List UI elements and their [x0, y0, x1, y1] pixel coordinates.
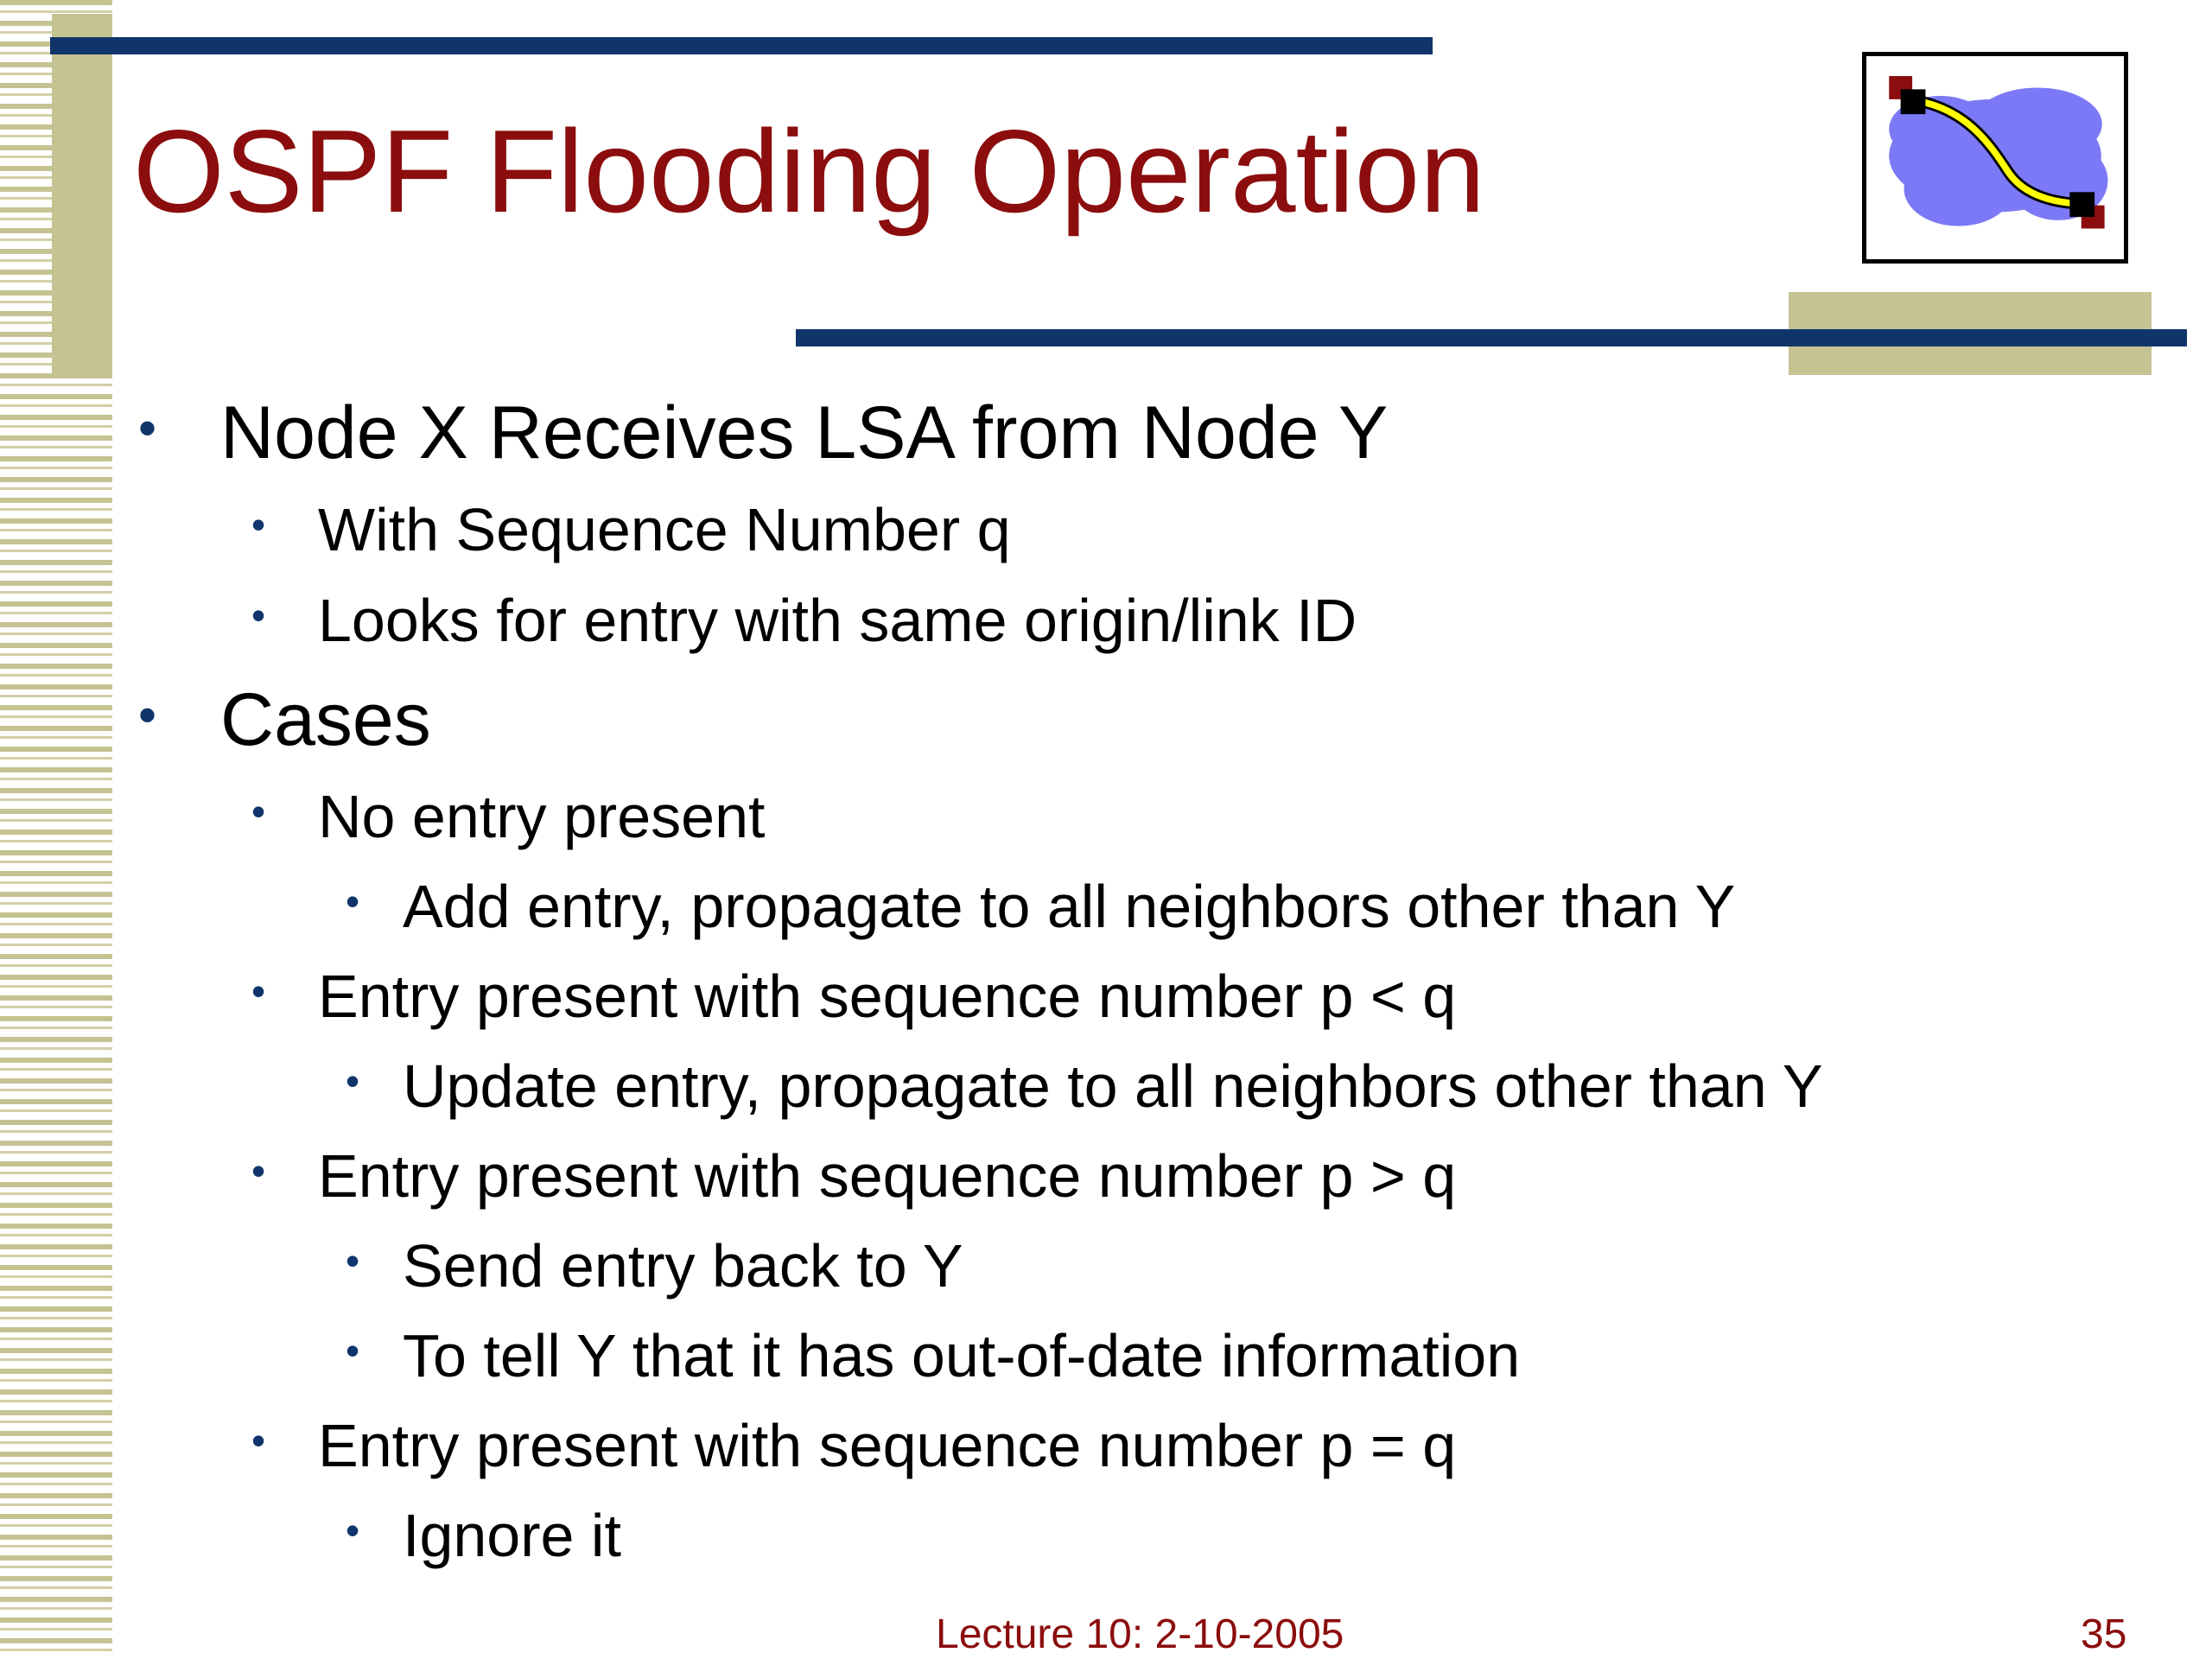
bullet-item: [251, 1142, 1457, 1210]
bullet-marker: •: [138, 686, 157, 744]
slide-footer: Lecture 10: 2-10-2005: [936, 1611, 1344, 1657]
bullet-text: Node X Receives LSA from Node Y: [220, 391, 1389, 474]
bullet-text: No entry present: [318, 783, 766, 850]
bullet-item: [346, 1322, 1521, 1389]
bullet-text: Add entry, propagate to all neighbors other than Y: [403, 873, 1736, 940]
bullet-marker: •: [346, 1328, 360, 1373]
bullet-marker: •: [251, 502, 266, 547]
bullet-item: [251, 496, 1011, 563]
bullet-text: Ignore it: [403, 1502, 621, 1569]
bullet-marker: •: [346, 1508, 360, 1553]
bullet-marker: •: [251, 969, 266, 1014]
slide-title: OSPF Flooding Operation: [133, 105, 1485, 237]
bullet-text: Send entry back to Y: [403, 1232, 963, 1300]
bullet-text: Entry present with sequence number p < q: [318, 963, 1457, 1030]
bullet-text: Update entry, propagate to all neighbors other than Y: [403, 1052, 1823, 1120]
bullet-marker: •: [138, 399, 157, 457]
bullet-item: [251, 1412, 1457, 1479]
bullet-marker: •: [251, 1418, 266, 1463]
bullet-item: [251, 587, 1357, 654]
bullet-marker: •: [251, 789, 266, 834]
bullet-text: Entry present with sequence number p = q: [318, 1412, 1457, 1479]
bullet-item: [346, 873, 1736, 940]
bullet-marker: •: [346, 879, 360, 924]
bullet-item: [251, 963, 1457, 1030]
bullet-text: With Sequence Number q: [318, 496, 1011, 563]
bullet-marker: •: [251, 593, 266, 638]
bullet-marker: •: [346, 1058, 360, 1103]
bullet-item: [346, 1502, 621, 1569]
bullet-text: Looks for entry with same origin/link ID: [318, 587, 1357, 654]
bullet-item: [346, 1052, 1823, 1120]
bullet-text: To tell Y that it has out-of-date information: [403, 1322, 1521, 1389]
page-number: 35: [2081, 1611, 2127, 1657]
bullet-item: [138, 678, 431, 761]
bullet-item: [251, 783, 766, 850]
bullet-text: Entry present with sequence number p > q: [318, 1142, 1457, 1210]
bullet-text: Cases: [220, 678, 431, 761]
bullet-marker: •: [251, 1148, 266, 1193]
bullet-item: [138, 391, 1389, 474]
bullet-item: [346, 1232, 963, 1300]
bullet-marker: •: [346, 1238, 360, 1283]
